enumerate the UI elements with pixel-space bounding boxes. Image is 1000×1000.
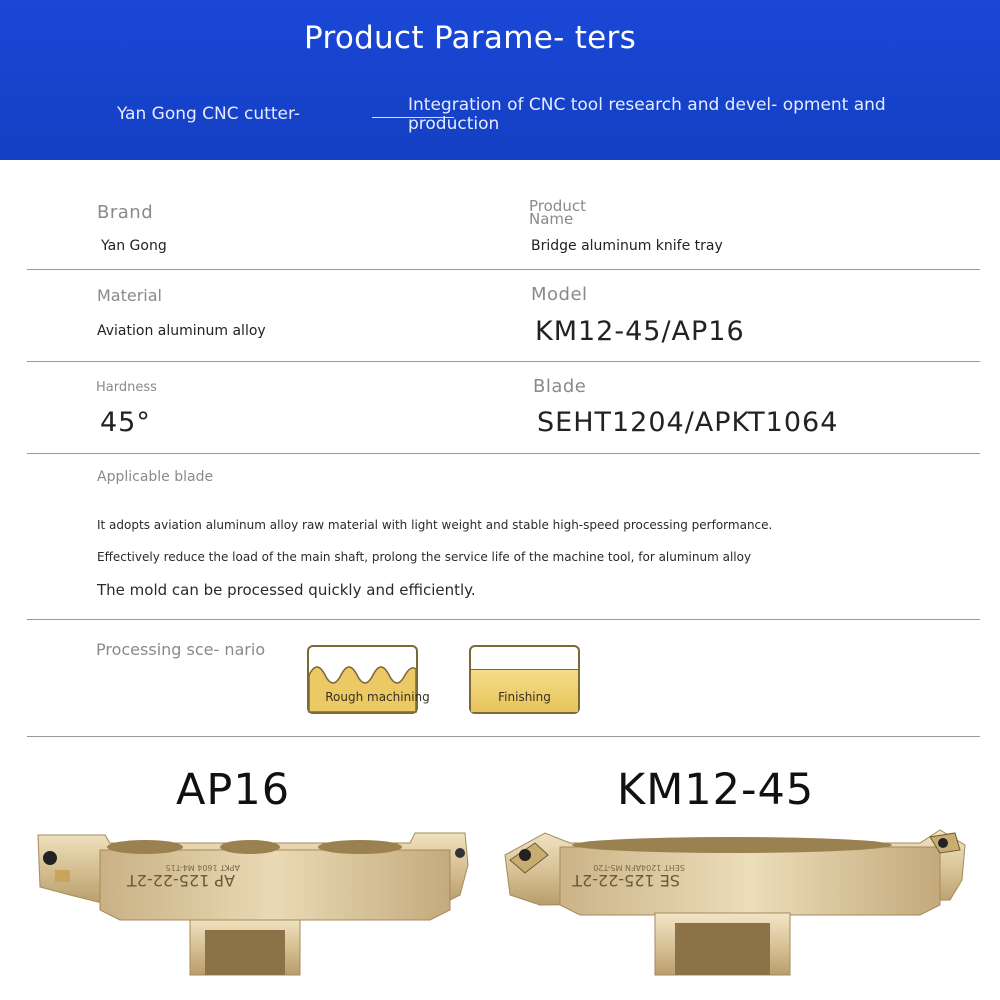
applicable-blade-label: Applicable blade xyxy=(97,469,214,485)
processing-scenario-label: Processing sce- nario xyxy=(96,640,266,659)
ap16-engraving-small: APKT 1604 M4-T15 xyxy=(165,863,240,872)
ap16-engraving: AP 125-22-2T xyxy=(126,871,235,890)
divider-2 xyxy=(27,361,980,362)
divider-1 xyxy=(27,269,980,270)
finishing-caption: Finishing xyxy=(498,690,551,704)
description-line-3: The mold can be processed quickly and efficiently. xyxy=(97,581,476,599)
divider-4 xyxy=(27,619,980,620)
km12-45-cutter-image xyxy=(500,825,970,995)
product-title-km12-45: KM12-45 xyxy=(617,765,815,815)
product-title-ap16: AP16 xyxy=(176,765,291,815)
header-banner xyxy=(0,0,1000,160)
finishing-illustration xyxy=(469,645,580,714)
km12-45-engraving-small: SEHT 1204AFN M5-T20 xyxy=(593,863,685,872)
model-value: KM12-45/AP16 xyxy=(535,316,745,347)
description-line-1: It adopts aviation aluminum alloy raw material with light weight and stable high-speed processing performance. xyxy=(97,518,773,532)
material-label: Material xyxy=(97,286,162,305)
material-value: Aviation aluminum alloy xyxy=(97,323,266,339)
description-line-2: Effectively reduce the load of the main shaft, prolong the service life of the machine tool, for aluminum alloy xyxy=(97,550,752,564)
blade-label: Blade xyxy=(533,376,587,397)
product-name-label: Product Name xyxy=(529,197,586,228)
km12-45-engraving: SE 125-22-2T xyxy=(572,871,680,890)
brand-label: Brand xyxy=(97,202,154,223)
ap16-cutter-image xyxy=(30,825,470,995)
header-brand-text: Yan Gong CNC cutter- xyxy=(117,104,300,124)
product-name-value: Bridge aluminum knife tray xyxy=(531,238,723,254)
hardness-label: Hardness xyxy=(96,380,157,395)
hardness-value: 45° xyxy=(100,407,151,438)
rough-machining-caption: Rough machining xyxy=(325,690,430,704)
header-tagline: Integration of CNC tool research and devel- opment and production xyxy=(408,95,886,134)
model-label: Model xyxy=(531,284,588,305)
screw-icon xyxy=(43,851,57,865)
brand-value: Yan Gong xyxy=(101,238,167,254)
divider-5 xyxy=(27,736,980,737)
screw-icon xyxy=(519,849,531,861)
blade-value: SEHT1204/APKT1064 xyxy=(537,407,839,438)
rough-machining-illustration xyxy=(307,645,430,714)
page-title: Product Parame- ters xyxy=(304,20,637,56)
divider-3 xyxy=(27,453,980,454)
